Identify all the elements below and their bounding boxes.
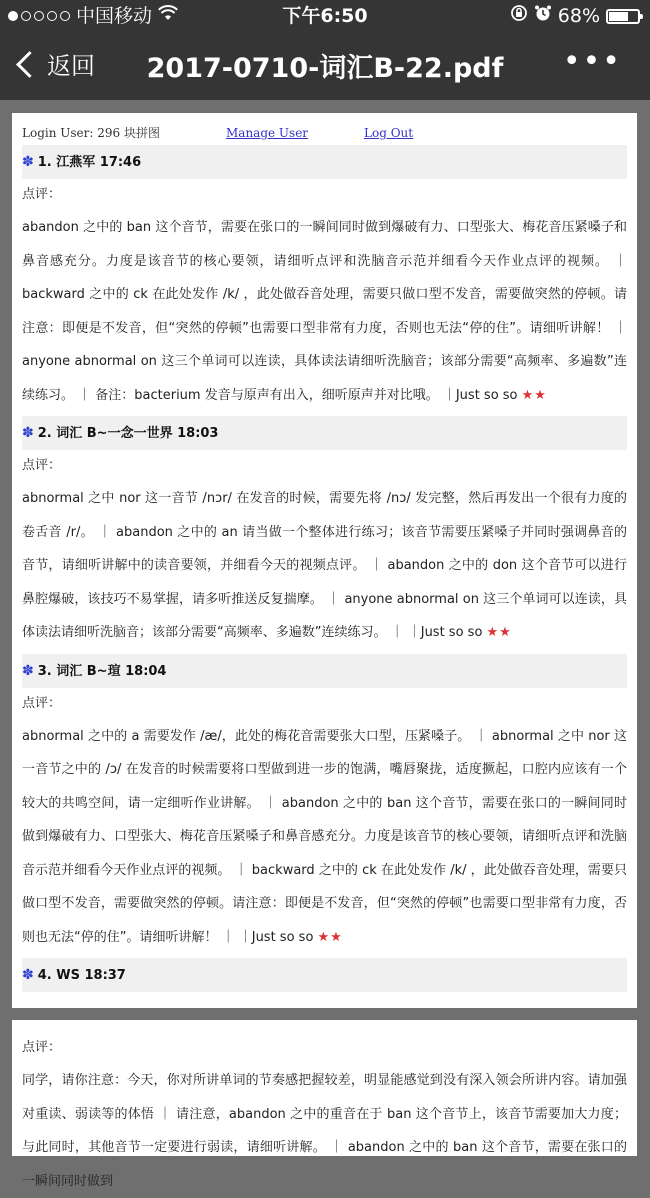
asterisk-icon: ✽	[22, 967, 34, 983]
asterisk-icon: ✽	[22, 425, 34, 441]
comment-entry	[22, 654, 627, 955]
login-bar	[22, 113, 627, 145]
comment-label: 点评：	[22, 695, 62, 711]
back-label: 返回	[47, 52, 95, 80]
pdf-page-2[interactable]	[12, 1020, 637, 1189]
entry-header	[22, 416, 627, 450]
status-right	[510, 0, 640, 32]
comment-entry	[22, 145, 627, 412]
comment-text: abnormal 之中的 a 需要发作 /æ/，此处的梅花音需要张大口型，压紧嗓子。 ｜ abnormal 之中 nor 这一音节之中的 /ɔ/ 在发音的时候需要将口型做到进一步的饱满，嘴唇聚拢，适度撅起，口腔内应该有一个较大的共鸣空间，请一定细听作业讲解。 ｜ abandon 之中的 ban 这个音节，需要在张口的一瞬间同时做到爆破有力、口型张大、梅花音压紧嗓子和鼻音感充分。力度是该音节的核心要领，请细听点评和洗脑音示范并细看今天作业点评的视频。 ｜ backward 之中的 ck 在此处发作 /k/ ，此处做吞音处理，需要只做口型不发音，需要做突然的停顿。请注意：即便是不发音，但“突然的停顿”也需要口型非常有力度，否则也无法“停的住”。请细听讲解！ ｜ ｜Just so so ★★	[22, 728, 627, 945]
status-time: 下午6:50	[282, 5, 368, 27]
navigation-bar	[0, 32, 650, 100]
entry-header-text: 2. 词汇 B~一念一世界 18:03	[37, 426, 219, 441]
asterisk-icon: ✽	[22, 662, 34, 679]
entry-header	[22, 958, 627, 992]
entry-header	[22, 145, 627, 179]
asterisk-icon: ✽	[22, 154, 34, 170]
rating-stars: ★★	[521, 387, 547, 403]
manage-user-link[interactable]: Manage User	[226, 126, 309, 140]
logout-link[interactable]: Log Out	[364, 126, 414, 140]
back-button[interactable]	[20, 46, 95, 81]
login-user-text: Login User: 296 块拼图	[22, 126, 160, 140]
entry-header-text: 1. 江燕军 17:46	[37, 155, 142, 170]
comment-label: 点评：	[22, 458, 62, 473]
entry-header	[22, 654, 627, 688]
entry-header-text: 3. 词汇 B~瑄 18:04	[37, 663, 167, 679]
comment-text: abnormal 之中 nor 这一音节 /nɔr/ 在发音的时候，需要先将 /nɔ/ 发完整，然后再发出一个很有力度的卷舌音 /r/。 ｜ abandon 之中的 an 请当做一个整体进行练习；该音节需要压紧嗓子并同时强调鼻音的音节，请细听讲解中的读音要领，并细看今天的视频点评。 ｜ abandon 之中的 don 这个音节可以进行鼻腔爆破，该技巧不易掌握，请多听推送反复揣摩。 ｜ anyone abnormal on 这三个单词可以连读，具体读法请细听洗脑音；该部分需要“高频率、多遍数”连续练习。 ｜ ｜Just so so ★★	[22, 491, 627, 640]
entry-header-text: 4. WS 18:37	[37, 968, 126, 983]
comment-text: abandon 之中的 ban 这个音节，需要在张口的一瞬间同时做到爆破有力、口型张大、梅花音压紧嗓子和鼻音感充分。力度是该音节的核心要领，请细听点评和洗脑音示范并细看今天作业点评的视频。 ｜ backward 之中的 ck 在此处发作 /k/ ，此处做吞音处理，需要只做口型不发音，需要做突然的停顿。请注意：即便是不发音，但“突然的停顿”也需要口型非常有力度，否则也无法“停的住”。请细听讲解！ ｜ anyone abnormal on 这三个单词可以连读，具体读法请细听洗脑音；该部分需要“高频率、多遍数”连续练习。 ｜ 备注：bacterium 发音与原声有出入，细听原声并对比哦。 ｜Just so so ★★	[22, 220, 627, 403]
pdf-page-1[interactable]	[12, 113, 637, 1008]
rating-stars: ★★	[317, 929, 343, 945]
comment-label: 点评：	[22, 1040, 62, 1055]
status-bar	[0, 0, 650, 32]
comment-entry	[22, 416, 627, 650]
battery-percent: 68%	[557, 5, 600, 27]
comment-entry	[22, 958, 627, 992]
comment-text: 同学，请你注意：今天，你对所讲单词的节奏感把握较差，明显能感觉到没有深入领会所讲内容。请加强对重读、弱读等的体悟 ｜ 请注意，abandon 之中的重音在于 ban 这个音节上，该音节需要加大力度；与此同时，其他音节一定要进行弱读，请细听讲解。 ｜ abandon 之中的 ban 这个音节，需要在张口的一瞬间同时做到	[22, 1073, 627, 1189]
orientation-lock-icon	[510, 0, 528, 32]
carrier-name: 中国移动	[76, 5, 153, 27]
battery-icon	[606, 9, 640, 24]
chevron-left-icon	[16, 51, 43, 78]
top-bar	[0, 0, 650, 100]
alarm-icon	[534, 0, 552, 32]
more-options-button[interactable]: •••	[562, 44, 622, 79]
comment-label: 点评：	[22, 187, 62, 202]
document-title: 2017-0710-词汇B-22.pdf	[146, 53, 504, 84]
rating-stars: ★★	[486, 625, 512, 640]
